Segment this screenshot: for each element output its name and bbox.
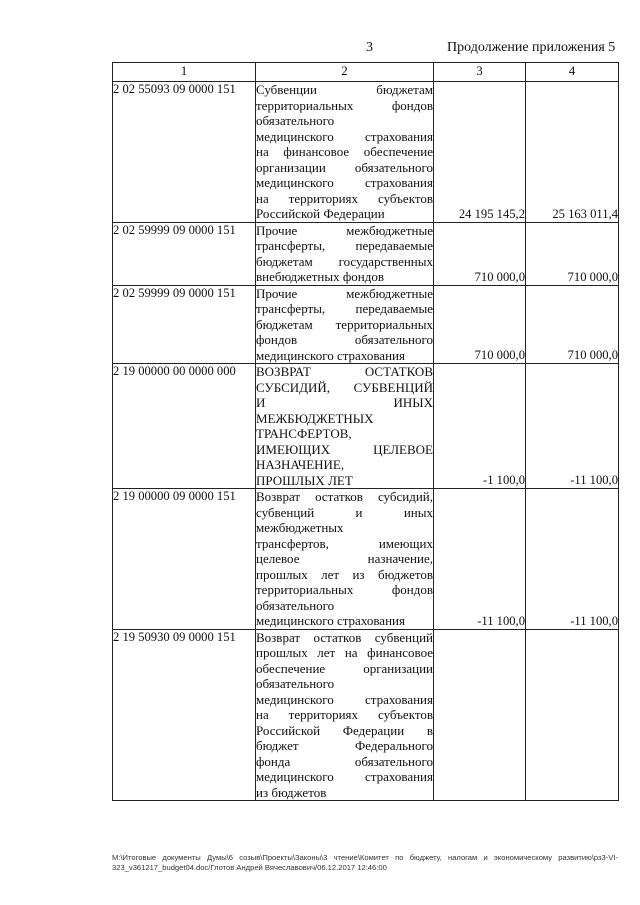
description-line: обязательного: [256, 113, 335, 128]
description-line: на финансовое обеспечение: [256, 144, 433, 159]
description-line: медицинского страхования: [256, 347, 405, 363]
amount-col3-cell: 24 195 145,2: [434, 82, 526, 223]
table-row: [113, 82, 619, 223]
column-header-3: 3: [434, 63, 526, 82]
description-line: ПРОШЛЫХ ЛЕТ: [256, 472, 353, 488]
description-line: Прочие межбюджетные: [256, 285, 433, 301]
footer-line-2: 323_v361217_budget04.doc/Глотов Андрей Вячеславович/06.12.2017 12:46:00: [112, 863, 387, 872]
description-line: внебюджетных фондов: [256, 269, 384, 284]
description-line: НАЗНАЧЕНИЕ,: [256, 457, 345, 472]
table-row: [113, 629, 619, 801]
description-line: бюджет Федерального: [256, 738, 433, 753]
budget-code-cell: 2 02 55093 09 0000 151: [113, 82, 256, 223]
description-line: на территориях субъектов: [256, 707, 433, 722]
description-line: фондов обязательного: [256, 332, 433, 347]
description-line: межбюджетных: [256, 520, 344, 535]
description-line: трансферты, передаваемые: [256, 301, 433, 316]
description-cell: [256, 222, 434, 285]
description-cell: [256, 364, 434, 489]
amount-col4-cell: -11 100,0: [526, 489, 619, 630]
budget-code-cell: 2 02 59999 09 0000 151: [113, 285, 256, 364]
budget-code-cell: 2 19 00000 09 0000 151: [113, 489, 256, 630]
amount-col4-cell: 710 000,0: [526, 222, 619, 285]
column-header-4: 4: [526, 63, 619, 82]
description-line: Прочие межбюджетные: [256, 222, 433, 238]
amount-col3-cell: 710 000,0: [434, 222, 526, 285]
amount-col4-cell: [526, 629, 619, 801]
description-line: медицинского страхования: [256, 769, 433, 784]
description-line: Субвенции бюджетам: [256, 82, 433, 97]
description-line: ИМЕЮЩИХ ЦЕЛЕВОЕ: [256, 441, 433, 457]
description-line: бюджетам государственных: [256, 253, 433, 269]
description-cell: [256, 285, 434, 364]
amount-col4-cell: 25 163 011,4: [526, 82, 619, 223]
description-line: целевое назначение,: [256, 551, 433, 566]
table-header-row: [113, 63, 619, 82]
amount-col4-cell: 710 000,0: [526, 285, 619, 364]
table-row: [113, 285, 619, 364]
description-line: обязательного: [256, 597, 335, 613]
table-row: [113, 222, 619, 285]
description-line: обеспечение организации: [256, 660, 433, 676]
description-line: Возврат остатков субвенций: [256, 629, 433, 645]
column-header-1: 1: [113, 63, 256, 82]
budget-code-cell: 2 02 59999 09 0000 151: [113, 222, 256, 285]
description-line: Российской Федерации в: [256, 722, 433, 738]
description-line: прошлых лет из бюджетов: [256, 566, 433, 582]
continuation-label: Продолжение приложения 5: [447, 40, 616, 55]
description-line: МЕЖБЮДЖЕТНЫХ: [256, 410, 374, 426]
description-line: территориальных фондов: [256, 97, 433, 113]
amount-col4-cell: -11 100,0: [526, 364, 619, 489]
amount-col3-cell: 710 000,0: [434, 285, 526, 364]
description-cell: [256, 489, 434, 630]
description-line: Возврат остатков субсидий,: [256, 489, 433, 504]
description-line: Российской Федерации: [256, 206, 385, 221]
table-row: [113, 364, 619, 489]
description-line: трансферты, передаваемые: [256, 238, 433, 253]
description-line: ВОЗВРАТ ОСТАТКОВ: [256, 364, 433, 379]
table-row: [113, 489, 619, 630]
budget-table: [112, 62, 619, 801]
description-line: прошлых лет на финансовое: [256, 645, 433, 660]
description-cell: [256, 629, 434, 801]
description-line: субвенций и иных: [256, 504, 433, 520]
column-header-2: 2: [256, 63, 434, 82]
description-line: медицинского страхования: [256, 128, 433, 144]
description-line: трансфертов, имеющих: [256, 535, 433, 551]
amount-col3-cell: -1 100,0: [434, 364, 526, 489]
budget-code-cell: 2 19 00000 00 0000 000: [113, 364, 256, 489]
description-cell: [256, 82, 434, 223]
description-line: медицинского страхования: [256, 613, 405, 628]
file-path-footer: [112, 853, 618, 873]
footer-line-1: M:\Итоговые документы Думы\6 созыв\Проекты\Законы\3 чтение\Комитет по бюджету, налогам и экономическому развитию\рз3-VI-: [112, 853, 618, 862]
description-line: И ИНЫХ: [256, 395, 433, 410]
description-line: организации обязательного: [256, 159, 433, 175]
description-line: медицинского страхования: [256, 691, 433, 707]
description-line: на территориях субъектов: [256, 190, 433, 206]
description-line: СУБСИДИЙ, СУБВЕНЦИЙ: [256, 379, 433, 395]
description-line: бюджетам территориальных: [256, 316, 433, 332]
description-line: ТРАНСФЕРТОВ,: [256, 426, 352, 441]
description-line: медицинского страхования: [256, 175, 433, 190]
description-line: территориальных фондов: [256, 582, 433, 597]
description-line: обязательного: [256, 676, 335, 691]
page-number: 3: [366, 40, 373, 55]
budget-code-cell: 2 19 50930 09 0000 151: [113, 629, 256, 801]
amount-col3-cell: -11 100,0: [434, 489, 526, 630]
description-line: из бюджетов: [256, 784, 327, 800]
description-line: фонда обязательного: [256, 753, 433, 769]
amount-col3-cell: [434, 629, 526, 801]
